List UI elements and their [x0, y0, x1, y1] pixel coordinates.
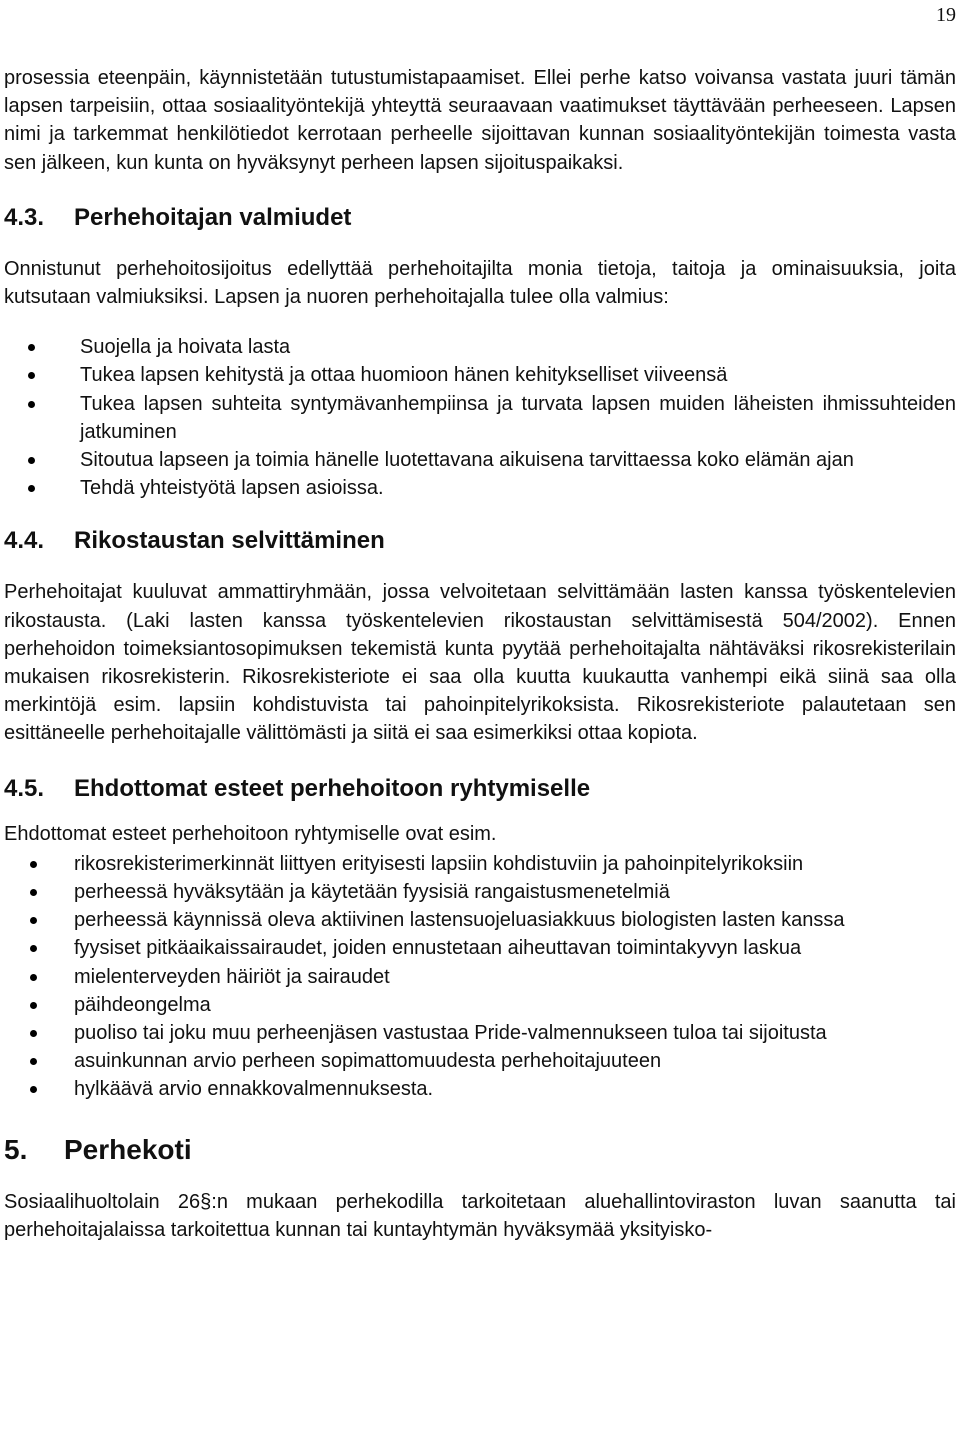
- section-title: Perhehoitajan valmiudet: [74, 203, 352, 231]
- bullet-icon: [30, 917, 37, 924]
- list-item: Sitoutua lapseen ja toimia hänelle luotettavana aikuisena tarvittaessa koko elämän ajan: [80, 446, 956, 474]
- section-title: Rikostaustan selvittäminen: [74, 527, 385, 555]
- section-title: Perhekoti: [64, 1133, 192, 1165]
- page-body: [4, 64, 956, 1244]
- bullet-icon: [28, 401, 35, 408]
- bullet-icon: [30, 974, 37, 981]
- section-number: 4.5.: [4, 774, 45, 802]
- section-4-4-paragraph: Perhehoitajat kuuluvat ammattiryhmään, jossa velvoitetaan selvittämään lasten kanssa työskentelevien rikostausta. (Laki lasten kanssa työskentelevien rikostaustan selvittämisestä 504/2002). Ennen perhehoidon toimeksiantosopimuksen tekemistä kunta pyytää perhehoitajalta nähtäväksi rikosrekisterilain mukaisen rikosrekisterin. Rikosrekisteriote ei saa olla kuutta kuukautta vanhempi eikä siinä saa olla merkintöjä esim. lapsiin kohdistuvista tai pahoinpitelyrikoksista. Rikosrekisteriote palautetaan sen esittäneelle perhehoitajalle välittömästi ja siitä ei saa esimerkiksi ottaa kopiota.: [4, 581, 956, 745]
- list-item: fyysiset pitkäaikaissairaudet, joiden ennustetaan aiheuttavan toimintakyvyn laskua: [74, 934, 956, 962]
- section-heading-4-5: [4, 774, 956, 804]
- bullet-icon: [30, 945, 37, 952]
- section-4-5-intro: Ehdottomat esteet perhehoitoon ryhtymiselle ovat esim.: [4, 822, 497, 845]
- bullet-icon: [30, 1086, 37, 1093]
- bullet-icon: [28, 485, 35, 492]
- section-heading-5: [4, 1132, 956, 1168]
- section-title: Ehdottomat esteet perhehoitoon ryhtymiselle: [74, 774, 591, 802]
- section-heading-4-4: [4, 526, 956, 556]
- list-item: Tukea lapsen kehitystä ja ottaa huomioon hänen kehitykselliset viiveensä: [80, 361, 956, 389]
- section-number: 5.: [4, 1133, 28, 1165]
- bullet-icon: [30, 1058, 37, 1065]
- list-item: Tukea lapsen suhteita syntymävanhempiinsa ja turvata lapsen muiden läheisten ihmissuhteiden jatkuminen: [80, 390, 956, 446]
- section-heading-4-3: [4, 203, 956, 233]
- list-item: Tehdä yhteistyötä lapsen asioissa.: [80, 474, 956, 502]
- section-4-3-paragraph: Onnistunut perhehoitosijoitus edellyttää perhehoitajilta monia tietoja, taitoja ja ominaisuuksia, joita kutsutaan valmiuksiksi. Lapsen ja nuoren perhehoitajalla tulee olla valmius:: [4, 257, 956, 309]
- bullet-icon: [28, 457, 35, 464]
- section-number: 4.4.: [4, 527, 45, 555]
- bullet-icon: [30, 1030, 37, 1037]
- bullet-icon: [30, 861, 37, 868]
- list-item: hylkäävä arvio ennakkovalmennuksesta.: [74, 1075, 956, 1103]
- list-item: päihdeongelma: [74, 991, 956, 1019]
- bullet-icon: [30, 1002, 37, 1009]
- abilities-list: [80, 333, 956, 502]
- obstacles-list: [74, 850, 956, 1104]
- list-item: puoliso tai joku muu perheenjäsen vastustaa Pride-valmennukseen tuloa tai sijoitusta: [74, 1019, 956, 1047]
- section-5-paragraph: Sosiaalihuoltolain 26§:n mukaan perhekodilla tarkoitetaan aluehallintoviraston luvan saanutta tai perhehoitajalaissa tarkoitettua kunnan tai kuntayhtymän hyväksymää yksityisko-: [4, 1190, 956, 1241]
- list-item: perheessä käynnissä oleva aktiivinen lastensuojeluasiakkuus biologisten lasten kanssa: [74, 906, 956, 934]
- bullet-icon: [30, 889, 37, 896]
- list-item: rikosrekisterimerkinnät liittyen erityisesti lapsiin kohdistuviin ja pahoinpitelyrikoksiin: [74, 850, 956, 878]
- bullet-icon: [28, 344, 35, 351]
- list-item: mielenterveyden häiriöt ja sairaudet: [74, 963, 956, 991]
- page-number: 19: [936, 4, 956, 26]
- section-number: 4.3.: [4, 203, 45, 231]
- intro-paragraph: prosessia eteenpäin, käynnistetään tutustumistapaamiset. Ellei perhe katso voivansa vastata juuri tämän lapsen tarpeisiin, ottaa sosiaalityöntekijä yhteyttä seuraavaan vaatimukset täyttävään perheeseen. Lapsen nimi ja tarkemmat henkilötiedot kerrotaan perheelle sijoittavan kunnan sosiaalityöntekijän toimesta vasta sen jälkeen, kun kunta on hyväksynyt perheen lapsen sijoituspaikaksi.: [4, 67, 956, 174]
- list-item: asuinkunnan arvio perheen sopimattomuudesta perhehoitajuuteen: [74, 1047, 956, 1075]
- list-item: Suojella ja hoivata lasta: [80, 333, 956, 361]
- list-item: perheessä hyväksytään ja käytetään fyysisiä rangaistusmenetelmiä: [74, 878, 956, 906]
- bullet-icon: [28, 372, 35, 379]
